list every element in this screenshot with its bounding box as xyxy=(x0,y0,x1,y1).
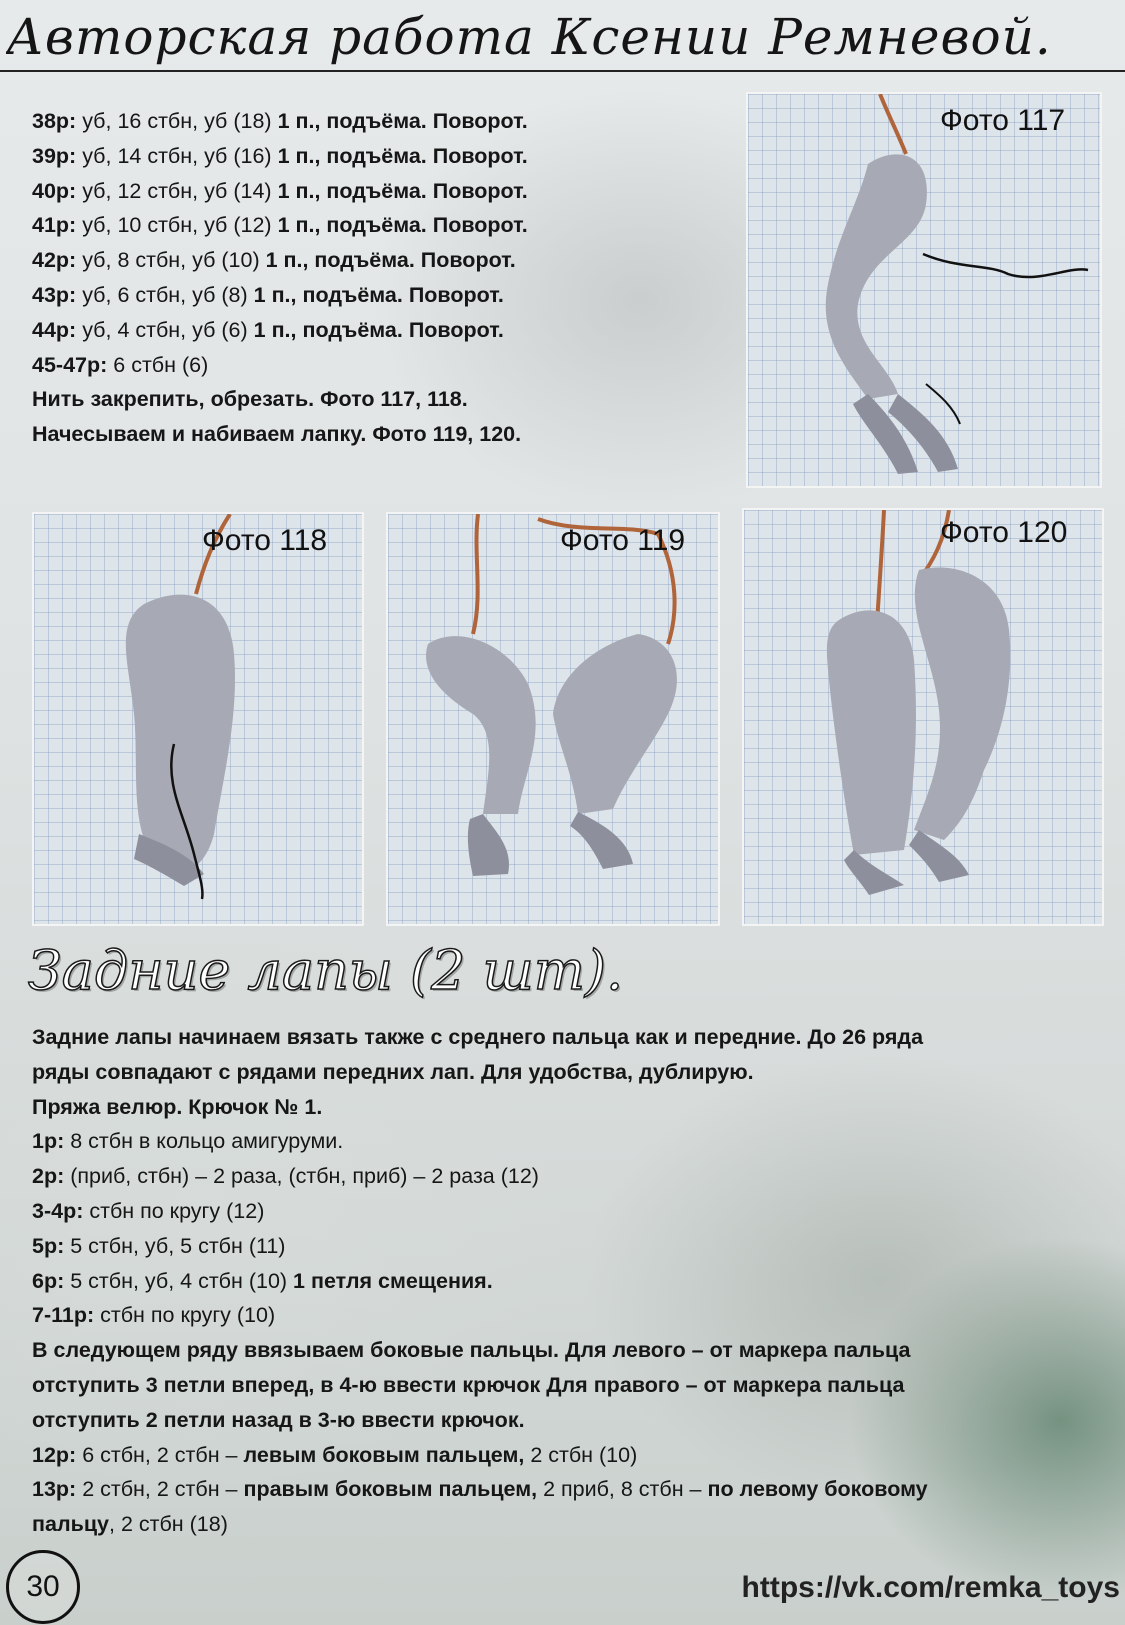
instruction-segment: 1 п., подъёма. Поворот. xyxy=(265,248,516,273)
instruction-segment: , 2 стбн (18) xyxy=(109,1512,228,1537)
instruction-segment: 5 стбн, уб, 5 стбн (11) xyxy=(64,1233,286,1258)
instruction-segment: левым боковым пальцем, xyxy=(243,1442,525,1467)
page-number: 30 xyxy=(6,1550,80,1624)
instruction-segment: 6 стбн, 2 стбн – xyxy=(76,1442,244,1467)
site-url-link[interactable]: https://vk.com/remka_toys xyxy=(741,1571,1120,1604)
instruction-segment: 1 п., подъёма. Поворот. xyxy=(277,109,528,133)
instruction-segment: 2 приб, 8 стбн – xyxy=(537,1477,708,1502)
instruction-segment: стбн по кругу (10) xyxy=(94,1303,276,1328)
instruction-segment: 6 стбн (6) xyxy=(107,352,209,377)
instruction-line xyxy=(32,1298,1112,1333)
instruction-segment: 2 стбн, 2 стбн – xyxy=(76,1477,244,1502)
instruction-segment: 12р: xyxy=(32,1442,77,1467)
instruction-segment: 1 п., подъёма. Поворот. xyxy=(253,282,504,307)
instruction-segment: 2р: xyxy=(32,1164,65,1189)
instruction-segment: 42р: xyxy=(32,248,77,273)
instruction-segment: 1 п., подъёма. Поворот. xyxy=(277,178,528,203)
instruction-line xyxy=(32,1194,1112,1229)
photo-119-label: Фото 119 xyxy=(560,524,686,557)
instruction-segment: отступить 3 петли вперед, в 4-ю ввести крючок Для правого – от маркера пальца xyxy=(32,1372,905,1397)
instruction-line xyxy=(32,417,712,452)
instruction-segment: правым боковым пальцем, xyxy=(243,1477,538,1502)
instruction-segment: по левому боковому xyxy=(707,1477,928,1502)
instruction-segment: 39р: xyxy=(32,143,77,168)
instruction-line xyxy=(32,1438,1112,1473)
instruction-segment: 13р: xyxy=(32,1477,77,1502)
instruction-segment: 41р: xyxy=(32,213,77,238)
instruction-segment: 5р: xyxy=(32,1233,65,1258)
instruction-segment: 3-4р: xyxy=(32,1198,84,1223)
instruction-line xyxy=(32,1368,1112,1403)
instruction-line xyxy=(32,104,712,139)
instruction-segment: ряды совпадают с рядами передних лап. Для удобства, дублирую. xyxy=(32,1059,754,1084)
instruction-segment: уб, 12 стбн, уб (14) xyxy=(76,178,278,203)
instruction-segment: 2 стбн (10) xyxy=(524,1442,638,1467)
instruction-segment: 1 п., подъёма. Поворот. xyxy=(253,317,504,342)
paw-photo-illustration xyxy=(34,514,362,924)
instruction-segment: 44р: xyxy=(32,317,77,342)
instruction-segment: 1 петля смещения. xyxy=(293,1268,493,1293)
instruction-segment: 43р: xyxy=(32,282,77,307)
instruction-segment: 38р: xyxy=(32,109,77,133)
instruction-line xyxy=(32,348,712,383)
instruction-segment: 7-11р: xyxy=(32,1303,95,1328)
photo-118-label: Фото 118 xyxy=(202,524,328,557)
instruction-line xyxy=(32,1264,1112,1299)
section-heading: Задние лапы (2 шт). xyxy=(28,939,624,1002)
page-title: Авторская работа Ксении Ремневой. xyxy=(6,8,1052,66)
instruction-line xyxy=(32,208,712,243)
instruction-segment: уб, 10 стбн, уб (12) xyxy=(76,213,278,238)
instruction-segment: пальцу xyxy=(32,1512,109,1537)
instruction-line xyxy=(32,313,712,348)
instruction-segment: уб, 4 стбн, уб (6) xyxy=(76,317,254,342)
top-instructions xyxy=(32,104,712,452)
instruction-line xyxy=(32,1333,1112,1368)
instruction-line xyxy=(32,278,712,313)
instruction-segment: 1р: xyxy=(32,1129,65,1154)
photo-120-label: Фото 120 xyxy=(940,516,1068,549)
photo-117-label: Фото 117 xyxy=(940,104,1066,137)
paw-photo-illustration xyxy=(748,94,1100,486)
instruction-line xyxy=(32,382,712,417)
instruction-segment: В следующем ряду ввязываем боковые пальцы. Для левого – от маркера пальца xyxy=(32,1338,911,1363)
page-header xyxy=(0,0,1125,78)
instruction-segment: стбн по кругу (12) xyxy=(83,1198,265,1223)
paw-photo-illustration xyxy=(744,510,1102,924)
instruction-segment: 40р: xyxy=(32,178,77,203)
instruction-line xyxy=(32,1472,1112,1507)
instruction-segment: 1 п., подъёма. Поворот. xyxy=(277,213,528,238)
instruction-segment: Задние лапы начинаем вязать также с среднего пальца как и передние. До 26 ряда xyxy=(32,1025,924,1049)
photo-118 xyxy=(32,512,364,926)
header-divider xyxy=(0,70,1125,72)
instruction-segment: 1 п., подъёма. Поворот. xyxy=(277,143,528,168)
instruction-segment: уб, 16 стбн, уб (18) xyxy=(76,109,278,133)
instruction-segment: уб, 14 стбн, уб (16) xyxy=(76,143,278,168)
instruction-line xyxy=(32,139,712,174)
instruction-line xyxy=(32,1403,1112,1438)
photo-119 xyxy=(386,512,720,926)
instruction-line xyxy=(32,243,712,278)
instruction-line xyxy=(32,1020,1112,1055)
instruction-line xyxy=(32,1507,1112,1542)
instruction-line xyxy=(32,1090,1112,1125)
instruction-segment: Начесываем и набиваем лапку. Фото 119, 120. xyxy=(32,422,522,447)
instruction-segment: Нить закрепить, обрезать. Фото 117, 118. xyxy=(32,387,468,412)
photo-120 xyxy=(742,508,1104,926)
instruction-segment: (приб, стбн) – 2 раза, (стбн, приб) – 2 раза (12) xyxy=(64,1164,539,1189)
instruction-segment: 45-47р: xyxy=(32,352,108,377)
instruction-segment: отступить 2 петли назад в 3-ю ввести крючок. xyxy=(32,1407,525,1432)
instruction-segment: 8 стбн в кольцо амигуруми. xyxy=(64,1129,344,1154)
instruction-line xyxy=(32,1229,1112,1264)
instruction-segment: уб, 8 стбн, уб (10) xyxy=(76,248,266,273)
instruction-segment: уб, 6 стбн, уб (8) xyxy=(76,282,254,307)
bottom-instructions xyxy=(32,1020,1112,1542)
paw-photo-illustration xyxy=(388,514,718,924)
instruction-segment: 5 стбн, уб, 4 стбн (10) xyxy=(64,1268,294,1293)
instruction-line xyxy=(32,1055,1112,1090)
photo-117 xyxy=(746,92,1102,488)
instruction-line xyxy=(32,1124,1112,1159)
instruction-segment: Пряжа велюр. Крючок № 1. xyxy=(32,1094,323,1119)
instruction-line xyxy=(32,174,712,209)
instruction-segment: 6р: xyxy=(32,1268,65,1293)
instruction-line xyxy=(32,1159,1112,1194)
